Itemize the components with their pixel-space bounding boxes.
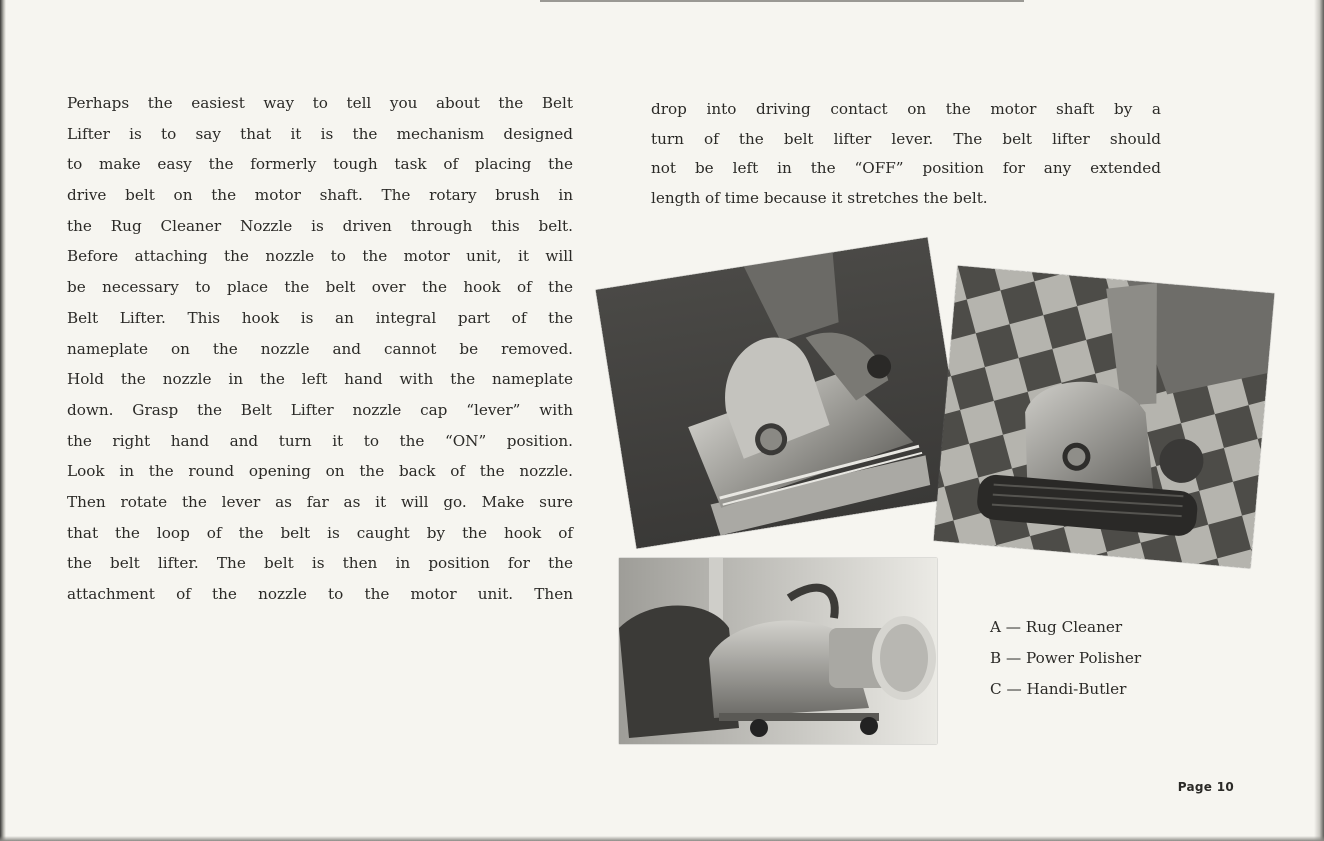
page-edge-bottom <box>0 836 1324 841</box>
text-line: to make easy the formerly tough task of placing the <box>67 155 573 174</box>
text-line: turn of the belt lifter lever. The belt lifter should <box>651 129 1161 148</box>
text-line: nameplate on the nozzle and cannot be removed. <box>67 339 573 358</box>
caption-a: A — Rug Cleaner <box>990 618 1123 636</box>
text-line: the right hand and turn it to the “ON” position. <box>67 431 573 450</box>
left-text-column <box>67 88 573 610</box>
text-line: Hold the nozzle in the left hand with the nameplate <box>67 370 573 389</box>
text-line: the belt lifter. The belt is then in position for the <box>67 554 573 573</box>
photo-captions <box>990 612 1210 705</box>
right-text-column <box>651 95 1161 213</box>
power-polisher-photo <box>934 266 1275 569</box>
rug-cleaner-photo <box>596 237 969 548</box>
handi-butler-photo <box>619 558 937 744</box>
text-line: the Rug Cleaner Nozzle is driven through this belt. <box>67 216 573 235</box>
text-line: drive belt on the motor shaft. The rotary brush in <box>67 186 573 205</box>
text-line: Then rotate the lever as far as it will go. Make sure <box>67 492 573 511</box>
text-line: down. Grasp the Belt Lifter nozzle cap “lever” with <box>67 400 573 419</box>
text-line: length of time because it stretches the belt. <box>651 188 988 207</box>
caption-b: B — Power Polisher <box>990 649 1142 667</box>
text-line: be necessary to place the belt over the hook of the <box>67 278 573 297</box>
text-line: Before attaching the nozzle to the motor unit, it will <box>67 247 573 266</box>
page-edge-right <box>1314 0 1324 841</box>
text-line: drop into driving contact on the motor shaft by a <box>651 100 1161 118</box>
text-line: Perhaps the easiest way to tell you about the Belt <box>67 94 573 112</box>
page-edge-left <box>0 0 6 841</box>
caption-c: C — Handi-Butler <box>990 680 1127 698</box>
text-line: attachment of the nozzle to the motor unit. Then <box>67 585 573 603</box>
text-line: that the loop of the belt is caught by the hook of <box>67 523 573 542</box>
page-edge-top <box>540 0 1024 2</box>
text-line: Belt Lifter. This hook is an integral part of the <box>67 308 573 327</box>
text-line: not be left in the “OFF” position for any extended <box>651 159 1161 178</box>
text-line: Lifter is to say that it is the mechanism designed <box>67 124 573 143</box>
page-number: Page 10 <box>1177 780 1234 794</box>
text-line: Look in the round opening on the back of the nozzle. <box>67 462 573 481</box>
